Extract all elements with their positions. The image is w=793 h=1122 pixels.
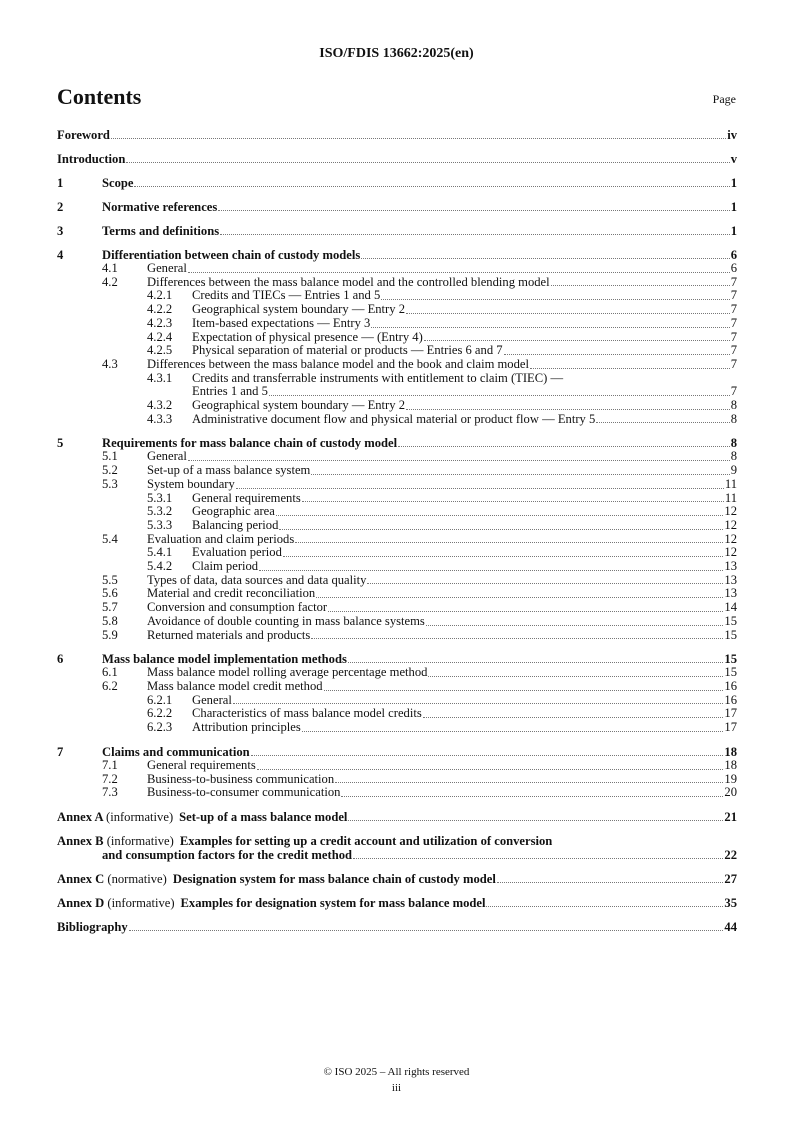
toc-entry-line[interactable] [57, 344, 737, 358]
toc-entry-line[interactable] [57, 478, 737, 492]
dot-leader [259, 570, 723, 571]
section-number: 5.2 [102, 463, 118, 478]
toc-entry[interactable] [57, 759, 737, 773]
toc-entry-line[interactable] [57, 450, 737, 464]
copyright-footer: © ISO 2025 – All rights reserved [323, 1066, 470, 1078]
section-title[interactable]: Geographic area [192, 504, 275, 519]
annex-label: Annex D (informative) [57, 895, 175, 910]
toc-entry-line[interactable] [57, 574, 737, 588]
toc-entry-line[interactable] [57, 773, 737, 787]
page-ref[interactable]: 16 [724, 692, 737, 707]
dot-leader [236, 488, 724, 489]
toc-entry-line[interactable] [57, 128, 737, 142]
page-ref[interactable]: 12 [724, 531, 737, 546]
section-number: 4 [57, 248, 64, 262]
page-ref[interactable]: 18 [724, 744, 737, 759]
section-title[interactable]: Set-up of a mass balance model [179, 809, 348, 824]
section-title[interactable]: Attribution principles [192, 720, 301, 735]
dot-leader [335, 782, 723, 783]
dot-leader [328, 611, 723, 612]
section-number: 4.2 [102, 274, 118, 289]
toc-entry-line[interactable] [57, 629, 737, 643]
annex-type: (informative) [106, 809, 174, 824]
dot-leader [316, 597, 723, 598]
toc-entry[interactable] [57, 303, 737, 317]
section-number: 4.2.4 [147, 329, 173, 344]
section-number: 4.3.3 [147, 411, 173, 426]
section-number: 4.2.5 [147, 343, 173, 358]
toc-entry-line[interactable] [57, 248, 737, 262]
toc-entry[interactable] [57, 505, 737, 519]
page-number: iii [391, 1082, 402, 1094]
toc-entry-line[interactable] [57, 560, 737, 574]
section-title[interactable]: Examples for designation system for mass balance model [180, 895, 486, 910]
section-title[interactable]: System boundary [147, 476, 235, 491]
toc-entry[interactable] [57, 920, 737, 934]
dot-leader [279, 529, 723, 530]
dot-leader [126, 162, 729, 163]
section-number: 5.4.1 [147, 545, 173, 560]
toc-entry[interactable] [57, 478, 737, 492]
toc-entry[interactable] [57, 200, 737, 214]
toc-entry[interactable] [57, 745, 737, 759]
section-title[interactable]: Mass balance model implementation methods [102, 652, 347, 667]
section-title[interactable]: Bibliography [57, 919, 128, 934]
section-number: 7.1 [102, 757, 118, 772]
page-ref[interactable]: 15 [724, 613, 737, 628]
section-title[interactable]: Differentiation between chain of custody models [102, 248, 361, 262]
section-title[interactable]: Evaluation period [192, 545, 282, 560]
toc-entry-line[interactable] [57, 652, 737, 666]
document-header: ISO/FDIS 13662:2025(en) [319, 46, 474, 61]
toc-entry-line[interactable] [57, 759, 737, 773]
section-title-continued[interactable]: and consumption factors for the credit method [102, 847, 352, 862]
section-title[interactable]: Physical separation of material or products — Entries 6 and 7 [192, 343, 503, 358]
page-ref[interactable]: 11 [724, 490, 737, 505]
dot-leader [367, 583, 723, 584]
toc-entry-line[interactable] [57, 707, 737, 721]
page-ref[interactable]: 7 [730, 288, 737, 303]
toc-entry-line[interactable] [57, 358, 737, 372]
toc-entry-line[interactable] [57, 399, 737, 413]
section-title[interactable]: Designation system for mass balance chain of custody model [172, 871, 496, 886]
page-ref[interactable]: 44 [724, 919, 737, 934]
page-ref[interactable]: 13 [724, 559, 737, 574]
section-number: 7.3 [102, 785, 118, 800]
dot-leader [497, 882, 724, 883]
page-ref[interactable]: 7 [730, 343, 737, 358]
section-title[interactable]: General requirements [192, 490, 301, 505]
page-ref[interactable]: 12 [724, 545, 737, 560]
toc-entry-line[interactable] [57, 464, 737, 478]
dot-leader [134, 186, 729, 187]
dot-leader [596, 422, 729, 423]
page-ref[interactable]: 1 [730, 224, 737, 238]
dot-leader [371, 327, 729, 328]
annex-type: (informative) [107, 895, 175, 910]
section-title[interactable]: General requirements [147, 757, 256, 772]
toc-entry-line[interactable] [57, 492, 737, 506]
toc-entry[interactable] [57, 358, 737, 372]
section-title[interactable]: General [147, 449, 187, 464]
toc-entry[interactable] [57, 519, 737, 533]
toc-entry-line[interactable] [57, 745, 737, 759]
toc-entry[interactable] [57, 224, 737, 238]
section-title[interactable]: Business-to-consumer communication [147, 785, 341, 800]
section-title[interactable]: Scope [102, 176, 134, 190]
toc-entry[interactable] [57, 262, 737, 276]
toc-entry-line[interactable] [57, 176, 737, 190]
section-title[interactable]: Claims and communication [102, 744, 250, 759]
toc-entry[interactable] [57, 128, 737, 142]
dot-leader [348, 662, 724, 663]
toc-entry[interactable] [57, 834, 737, 862]
section-title[interactable]: Avoidance of double counting in mass balance systems [147, 613, 425, 628]
section-number: 6.2.1 [147, 692, 173, 707]
toc-entry[interactable] [57, 152, 737, 166]
dot-leader [341, 796, 723, 797]
dot-leader [257, 769, 724, 770]
section-number: 4.2.3 [147, 315, 173, 330]
dot-leader [428, 676, 723, 677]
section-number: 5.9 [102, 627, 118, 642]
section-number: 5.3 [102, 476, 118, 491]
page-title: Contents [57, 84, 142, 109]
toc-entry[interactable] [57, 399, 737, 413]
toc-entry-line[interactable] [57, 276, 737, 290]
section-number: 6.2.3 [147, 720, 173, 735]
section-title[interactable]: Differences between the mass balance model and the book and claim model [147, 356, 529, 371]
page-ref[interactable]: 9 [730, 463, 737, 478]
toc-entry-line[interactable] [57, 666, 737, 680]
toc-entry[interactable] [57, 317, 737, 331]
section-number: 4.3.2 [147, 398, 173, 413]
section-title[interactable]: Credits and TIECs — Entries 1 and 5 [192, 288, 381, 303]
section-number: 7 [57, 744, 64, 759]
toc-entry[interactable] [57, 615, 737, 629]
toc-entry[interactable] [57, 331, 737, 345]
toc-entry[interactable] [57, 276, 737, 290]
toc-entry-line[interactable] [57, 533, 737, 547]
toc-entry-line[interactable] [57, 872, 737, 886]
page-ref[interactable]: 17 [724, 720, 737, 735]
page-ref[interactable]: 7 [730, 302, 737, 317]
section-title[interactable]: General [147, 261, 187, 275]
dot-leader [406, 409, 730, 410]
dot-leader [311, 474, 729, 475]
page-ref[interactable]: 8 [730, 436, 737, 451]
dot-leader [220, 234, 730, 235]
page-ref[interactable]: 1 [730, 176, 737, 190]
annex-label: Annex B (informative) [57, 833, 174, 848]
section-title[interactable]: Business-to-business communication [147, 771, 335, 786]
section-title[interactable]: Differences between the mass balance model and the controlled blending model [147, 274, 550, 289]
page-ref[interactable]: 18 [724, 757, 737, 772]
annex-type: (normative) [107, 871, 167, 886]
toc-entry[interactable] [57, 492, 737, 506]
page-ref[interactable]: 8 [730, 449, 737, 464]
section-number: 4.2.1 [147, 288, 173, 303]
section-number: 5.7 [102, 600, 118, 615]
page-ref[interactable]: 19 [724, 771, 737, 786]
toc-entry[interactable] [57, 344, 737, 358]
page-ref[interactable]: 7 [730, 329, 737, 344]
section-title[interactable]: Claim period [192, 559, 259, 574]
page-ref[interactable]: 15 [724, 652, 737, 667]
section-title[interactable]: General [192, 692, 232, 707]
section-number: 5.4 [102, 531, 118, 546]
page-ref[interactable]: 8 [730, 411, 737, 426]
section-title[interactable]: Expectation of physical presence — (Entry 4) [192, 329, 423, 344]
toc-entry-line[interactable] [57, 413, 737, 427]
section-number: 6.1 [102, 665, 118, 680]
toc-entry-line[interactable] [57, 303, 737, 317]
section-title-continued[interactable]: Entries 1 and 5 [192, 384, 268, 399]
dot-leader [188, 460, 730, 461]
section-number: 5.1 [102, 449, 118, 464]
section-number: 5.3.3 [147, 517, 173, 532]
page-ref[interactable]: iv [727, 128, 737, 142]
section-number: 5.5 [102, 572, 118, 587]
toc-entry-line[interactable] [57, 848, 737, 862]
page-ref[interactable]: 7 [730, 274, 737, 289]
dot-leader [381, 299, 729, 300]
section-number: 6 [57, 652, 64, 667]
toc-entry[interactable] [57, 786, 737, 800]
section-number: 4.3.1 [147, 370, 173, 385]
toc-entry[interactable] [57, 810, 737, 824]
toc-entry[interactable] [57, 773, 737, 787]
dot-leader [504, 354, 730, 355]
toc-entry-line[interactable] [57, 546, 737, 560]
page-ref[interactable]: 21 [724, 809, 737, 824]
page-ref[interactable]: 16 [724, 678, 737, 693]
toc-entry[interactable] [57, 601, 737, 615]
toc-entry[interactable] [57, 533, 737, 547]
dot-leader [486, 906, 723, 907]
dot-leader [353, 858, 723, 859]
dot-leader [551, 285, 730, 286]
section-title[interactable]: Normative references [102, 200, 218, 214]
dot-leader [111, 138, 726, 139]
toc-entry[interactable] [57, 450, 737, 464]
page-ref[interactable]: 13 [724, 586, 737, 601]
toc-entry[interactable] [57, 176, 737, 190]
toc-entry-line[interactable] [57, 385, 737, 399]
toc-entry[interactable] [57, 707, 737, 721]
section-number: 5.3.1 [147, 490, 173, 505]
page-ref[interactable]: 35 [724, 895, 737, 910]
section-number: 5.8 [102, 613, 118, 628]
toc-entry-line[interactable] [57, 587, 737, 601]
page-ref[interactable]: 7 [730, 384, 737, 399]
toc-entry[interactable] [57, 694, 737, 708]
toc-entry[interactable] [57, 652, 737, 666]
section-number: 3 [57, 224, 64, 238]
toc-entry[interactable] [57, 560, 737, 574]
toc-entry-line[interactable] [57, 262, 737, 276]
dot-leader [302, 731, 724, 732]
toc-entry[interactable] [57, 680, 737, 694]
section-title[interactable]: Characteristics of mass balance model credits [192, 706, 422, 721]
section-number: 2 [57, 200, 64, 214]
section-number: 5.3.2 [147, 504, 173, 519]
toc-entry-line[interactable] [57, 920, 737, 934]
page-ref[interactable]: 11 [724, 476, 737, 491]
section-title[interactable]: Types of data, data sources and data quality [147, 572, 367, 587]
section-number: 6.2 [102, 678, 118, 693]
section-title[interactable]: Conversion and consumption factor [147, 600, 328, 615]
page-ref[interactable]: 8 [730, 398, 737, 413]
toc-entry-line[interactable] [57, 810, 737, 824]
toc-entry[interactable] [57, 436, 737, 450]
toc-entry[interactable] [57, 666, 737, 680]
section-title[interactable]: Set-up of a mass balance system [147, 463, 311, 478]
section-number: 4.3 [102, 356, 118, 371]
toc-entry-line[interactable] [57, 436, 737, 450]
page-ref[interactable]: 17 [724, 706, 737, 721]
section-number: 6.2.2 [147, 706, 173, 721]
toc-entry[interactable] [57, 574, 737, 588]
dot-leader [426, 625, 724, 626]
toc-entry[interactable] [57, 872, 737, 886]
toc-entry-line[interactable] [57, 289, 737, 303]
toc-entry-line[interactable] [57, 834, 737, 848]
section-title[interactable]: Mass balance model credit method [147, 678, 323, 693]
section-title[interactable]: Introduction [57, 152, 126, 166]
table-of-contents [57, 128, 737, 934]
toc-entry-line[interactable] [57, 694, 737, 708]
toc-entry[interactable] [57, 629, 737, 643]
section-title[interactable]: Credits and transferrable instruments with entitlement to claim (TIEC) — [192, 370, 564, 385]
section-title[interactable]: Examples for setting up a credit account and utilization of conversion [179, 833, 553, 848]
annex-label: Annex C (normative) [57, 871, 167, 886]
toc-entry[interactable] [57, 587, 737, 601]
toc-entry-line[interactable] [57, 786, 737, 800]
toc-entry-line[interactable] [57, 372, 737, 386]
toc-entry[interactable] [57, 289, 737, 303]
page-ref[interactable]: 1 [730, 200, 737, 214]
section-title[interactable]: Foreword [57, 128, 110, 142]
toc-entry-line[interactable] [57, 505, 737, 519]
section-title[interactable]: Evaluation and claim periods [147, 531, 295, 546]
section-title[interactable]: Geographical system boundary — Entry 2 [192, 398, 405, 413]
toc-entry[interactable] [57, 413, 737, 427]
dot-leader [188, 272, 730, 273]
page-ref[interactable]: 7 [730, 356, 737, 371]
page-ref[interactable]: 6 [730, 248, 737, 262]
toc-entry-line[interactable] [57, 224, 737, 238]
annex-type: (informative) [106, 833, 174, 848]
toc-entry-line[interactable] [57, 200, 737, 214]
page-ref[interactable]: 15 [724, 665, 737, 680]
section-title[interactable]: Mass balance model rolling average percentage method [147, 665, 428, 680]
page-ref[interactable]: 27 [724, 871, 737, 886]
page-ref[interactable]: 12 [724, 504, 737, 519]
section-title[interactable]: Returned materials and products [147, 627, 311, 642]
dot-leader [251, 755, 724, 756]
toc-entry[interactable] [57, 896, 737, 910]
toc-entry[interactable] [57, 546, 737, 560]
page-ref[interactable]: 12 [724, 517, 737, 532]
dot-leader [218, 210, 729, 211]
section-title[interactable]: Material and credit reconciliation [147, 586, 316, 601]
page-ref[interactable]: 14 [724, 600, 737, 615]
dot-leader [324, 690, 724, 691]
dot-leader [406, 313, 730, 314]
dot-leader [269, 395, 730, 396]
section-number: 5 [57, 436, 64, 451]
page-ref[interactable]: 15 [724, 627, 737, 642]
section-number: 4.1 [102, 261, 118, 275]
section-number: 5.4.2 [147, 559, 173, 574]
section-title[interactable]: Item-based expectations — Entry 3 [192, 315, 371, 330]
dot-leader [302, 501, 724, 502]
toc-entry-line[interactable] [57, 721, 737, 735]
dot-leader [530, 368, 730, 369]
toc-entry[interactable] [57, 464, 737, 478]
section-number: 5.6 [102, 586, 118, 601]
section-title[interactable]: Requirements for mass balance chain of custody model [102, 436, 398, 451]
dot-leader [361, 258, 729, 259]
dot-leader [398, 446, 730, 447]
section-title[interactable]: Terms and definitions [102, 224, 220, 238]
dot-leader [423, 717, 724, 718]
toc-entry-line[interactable] [57, 680, 737, 694]
dot-leader [283, 556, 724, 557]
section-number: 1 [57, 176, 64, 190]
page-column-label: Page [712, 92, 736, 106]
dot-leader [276, 515, 724, 516]
section-number: 4.2.2 [147, 302, 173, 317]
section-title[interactable]: Geographical system boundary — Entry 2 [192, 302, 405, 317]
page-ref[interactable]: 7 [730, 315, 737, 330]
dot-leader [295, 542, 723, 543]
section-number: 7.2 [102, 771, 118, 786]
toc-entry[interactable] [57, 721, 737, 735]
annex-label: Annex A (informative) [57, 809, 174, 824]
toc-entry-line[interactable] [57, 615, 737, 629]
dot-leader [311, 638, 723, 639]
toc-entry[interactable] [57, 372, 737, 399]
toc-entry-line[interactable] [57, 317, 737, 331]
dot-leader [424, 340, 730, 341]
page-ref[interactable]: 6 [730, 261, 737, 275]
page-ref[interactable]: 22 [724, 847, 737, 862]
toc-entry-line[interactable] [57, 601, 737, 615]
dot-leader [233, 703, 724, 704]
toc-entry-line[interactable] [57, 896, 737, 910]
dot-leader [348, 820, 723, 821]
page-ref[interactable]: 13 [724, 572, 737, 587]
page-ref[interactable]: v [730, 152, 737, 166]
toc-entry-line[interactable] [57, 331, 737, 345]
section-title[interactable]: Balancing period [192, 517, 279, 532]
page-ref[interactable]: 20 [724, 785, 737, 800]
toc-entry[interactable] [57, 248, 737, 262]
dot-leader [129, 930, 724, 931]
toc-entry-line[interactable] [57, 152, 737, 166]
section-title[interactable]: Administrative document flow and physical material or product flow — Entry 5 [192, 411, 596, 426]
toc-entry-line[interactable] [57, 519, 737, 533]
